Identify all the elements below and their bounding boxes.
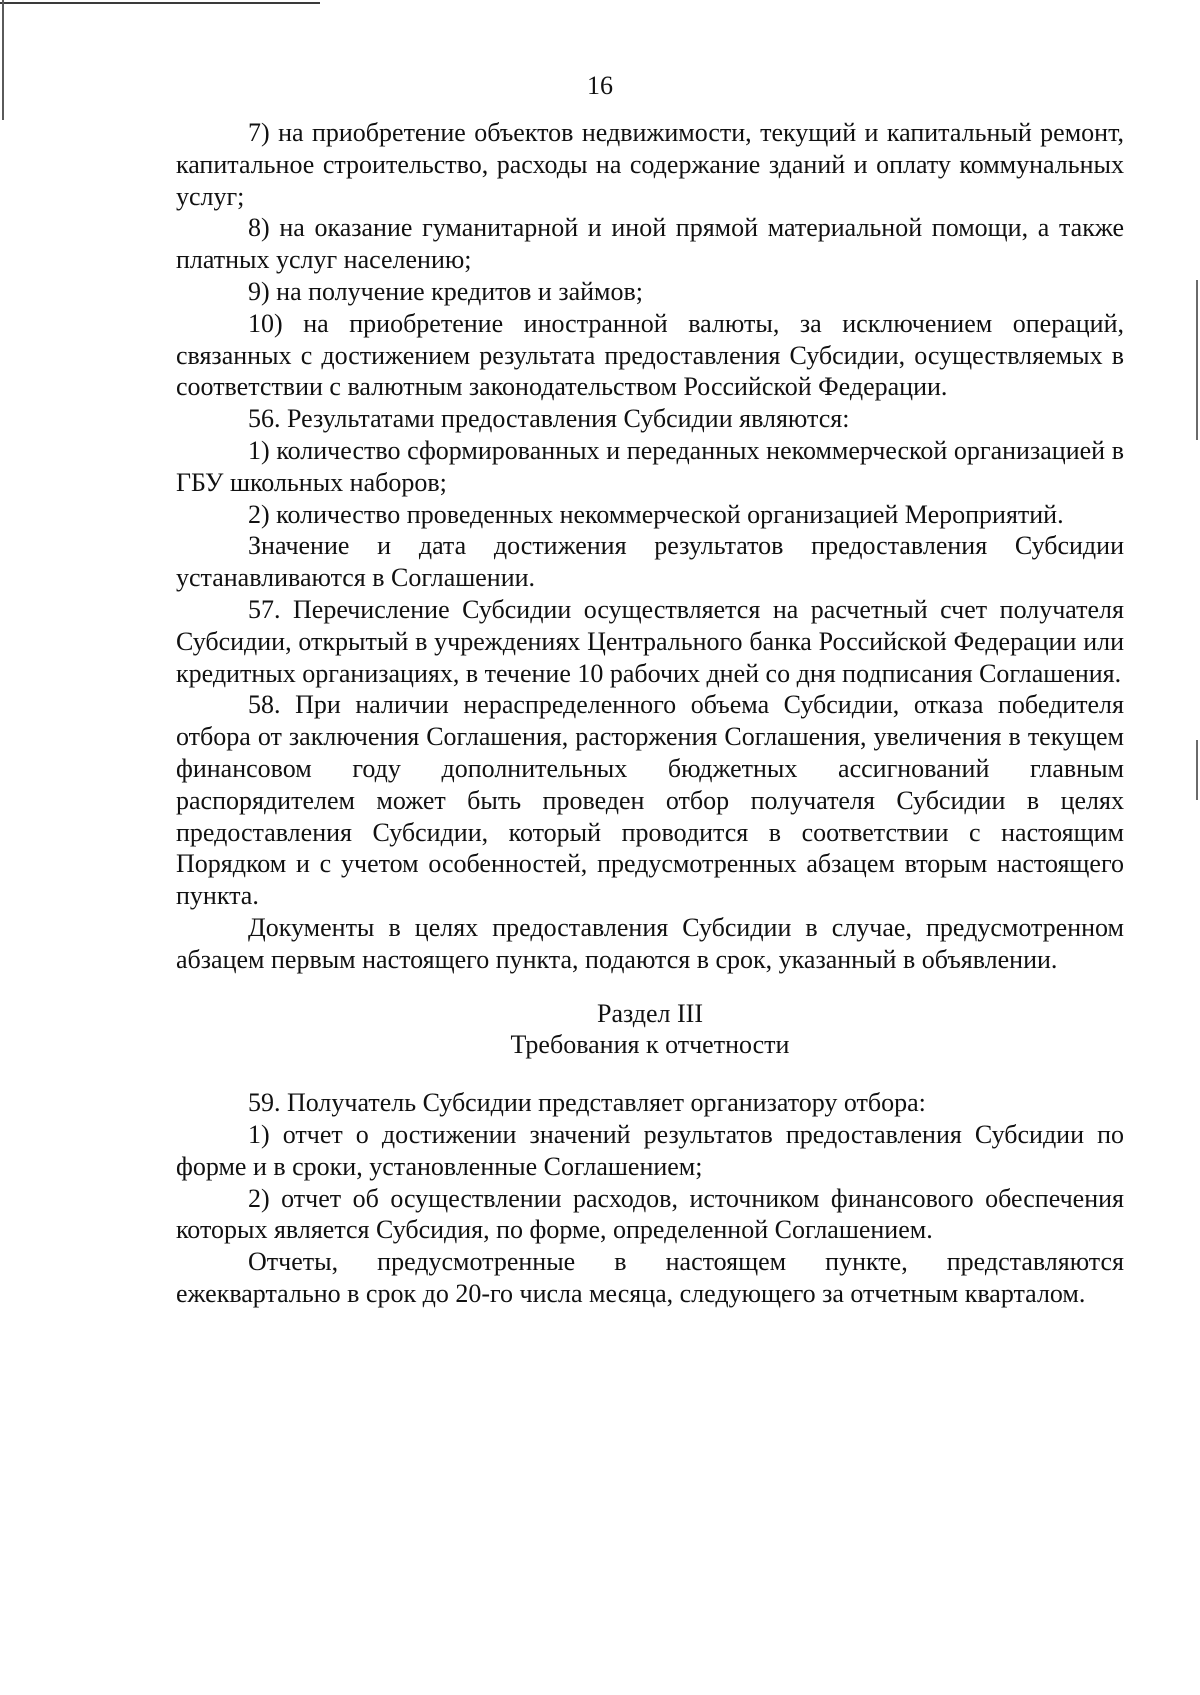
- paragraph-clause-58: 58. При наличии нераспределенного объема Субсидии, отказа победителя отбора от заключения Соглашения, расторжения Соглашения, увеличения в текущем финансовом году дополнительных бюджетных ассигнований главным распорядителем может быть проведен отбор получателя Субсидии в целях предоставления Субсидии, который проводится в соответствии с настоящим Порядком и с учетом особенностей, предусмотренных абзацем вторым настоящего пункта.: [176, 690, 1124, 911]
- paragraph-item-9: 9) на получение кредитов и займов;: [248, 276, 644, 306]
- section-label: Раздел III: [596, 998, 704, 1028]
- scan-border-left: [2, 0, 4, 120]
- paragraph-clause-59-item-1: 1) отчет о достижении значений результатов предоставления Субсидии по форме и в сроки, установленные Соглашением;: [176, 1119, 1124, 1181]
- document-body: [176, 117, 1124, 1310]
- paragraph-clause-59: 59. Получатель Субсидии представляет организатору отбора:: [248, 1088, 926, 1118]
- paragraph-clause-58-documents: Документы в целях предоставления Субсидии в случае, предусмотренном абзацем первым настоящего пункта, подаются в срок, указанный в объявлении.: [176, 912, 1124, 974]
- paragraph-item-7: 7) на приобретение объектов недвижимости, текущий и капитальный ремонт, капитальное строительство, расходы на содержание зданий и оплату коммунальных услуг;: [176, 118, 1124, 211]
- section-title: Требования к отчетности: [510, 1030, 790, 1060]
- section-heading: [176, 998, 1124, 1062]
- paragraph-clause-56-item-2: 2) количество проведенных некоммерческой организацией Мероприятий.: [248, 499, 1064, 529]
- paragraph-item-10: 10) на приобретение иностранной валюты, за исключением операций, связанных с достижением результата предоставления Субсидии, осуществляемых в соответствии с валютным законодательством Российской Федерации.: [176, 308, 1124, 402]
- scan-border-top: [0, 2, 320, 4]
- paragraph-item-8: 8) на оказание гуманитарной и иной прямой материальной помощи, а также платных услуг населению;: [176, 213, 1124, 275]
- paragraph-clause-59-item-2: 2) отчет об осуществлении расходов, источником финансового обеспечения которых является Субсидия, по форме, определенной Соглашением.: [176, 1183, 1124, 1245]
- paragraph-clause-56: 56. Результатами предоставления Субсидии являются:: [248, 404, 850, 434]
- paragraph-clause-56-item-1: 1) количество сформированных и переданных некоммерческой организацией в ГБУ школьных наборов;: [176, 435, 1124, 497]
- section-body: [176, 1087, 1124, 1310]
- scan-border-right: [1196, 280, 1198, 440]
- paragraph-results-value: Значение и дата достижения результатов предоставления Субсидии устанавливаются в Соглашении.: [176, 531, 1124, 593]
- paragraph-reports-deadline: Отчеты, предусмотренные в настоящем пункте, представляются ежеквартально в срок до 20-го числа месяца, следующего за отчетным кварталом.: [176, 1247, 1124, 1308]
- paragraph-clause-57: 57. Перечисление Субсидии осуществляется на расчетный счет получателя Субсидии, открытый в учреждениях Центрального банка Российской Федерации или кредитных организациях, в течение 10 рабочих дней со дня подписания Соглашения.: [176, 594, 1124, 688]
- scan-border-right-lower: [1196, 740, 1198, 800]
- page-number: 16: [587, 71, 613, 100]
